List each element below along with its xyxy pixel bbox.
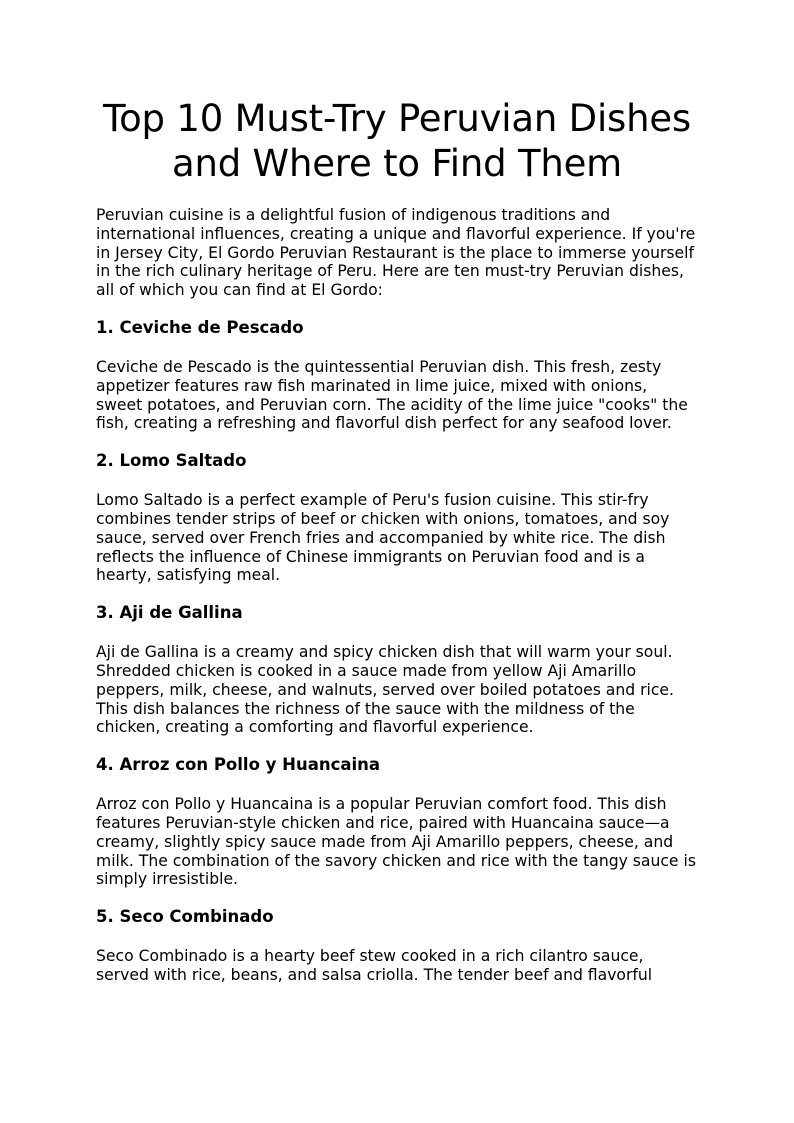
section-body-seco-combinado: Seco Combinado is a hearty beef stew cooked in a rich cilantro sauce, served with rice, beans, and salsa criolla. The tender beef and flavorful (96, 947, 653, 984)
section-body-lomo-saltado: Lomo Saltado is a perfect example of Peru's fusion cuisine. This stir-fry combines tender strips of beef or chicken with onions, tomatoes, and soy sauce, served over French fries and accompanied by white rice. The dish reflects the influence of Chinese immigrants on Peruvian food and is a hearty, satisfying meal. (96, 491, 670, 585)
section-heading-lomo-saltado: 2. Lomo Saltado (96, 451, 247, 471)
section-heading-ceviche: 1. Ceviche de Pescado (96, 317, 304, 337)
intro-paragraph: Peruvian cuisine is a delightful fusion of indigenous traditions and international influences, creating a unique and flavorful experience. If you're in Jersey City, El Gordo Peruvian Restaurant is the place to immerse yourself in the rich culinary heritage of Peru. Here are ten must-try Peruvian dishes, all of which you can find at El Gordo: (96, 206, 696, 300)
section-heading-aji-de-gallina: 3. Aji de Gallina (96, 603, 243, 623)
section-body-ceviche: Ceviche de Pescado is the quintessential Peruvian dish. This fresh, zesty appetizer features raw fish marinated in lime juice, mixed with onions, sweet potatoes, and Peruvian corn. The acidity of the lime juice "cooks" the fish, creating a refreshing and flavorful dish perfect for any seafood lover. (96, 357, 688, 433)
section-heading-seco-combinado: 5. Seco Combinado (96, 907, 274, 927)
document-page (96, 96, 698, 985)
section-heading-arroz-con-pollo: 4. Arroz con Pollo y Huancaina (96, 755, 381, 775)
page-title: Top 10 Must-Try Peruvian Dishes and Where to Find Them (102, 97, 691, 185)
section-body-arroz-con-pollo: Arroz con Pollo y Huancaina is a popular Peruvian comfort food. This dish features Peruvian-style chicken and rice, paired with Huancaina sauce—a creamy, slightly spicy sauce made from Aji Amarillo peppers, cheese, and milk. The combination of the savory chicken and rice with the tangy sauce is simply irresistible. (96, 795, 696, 889)
section-body-aji-de-gallina: Aji de Gallina is a creamy and spicy chicken dish that will warm your soul. Shredded chicken is cooked in a sauce made from yellow Aji Amarillo peppers, milk, cheese, and walnuts, served over boiled potatoes and rice. This dish balances the richness of the sauce with the mildness of the chicken, creating a comforting and flavorful experience. (96, 643, 674, 737)
